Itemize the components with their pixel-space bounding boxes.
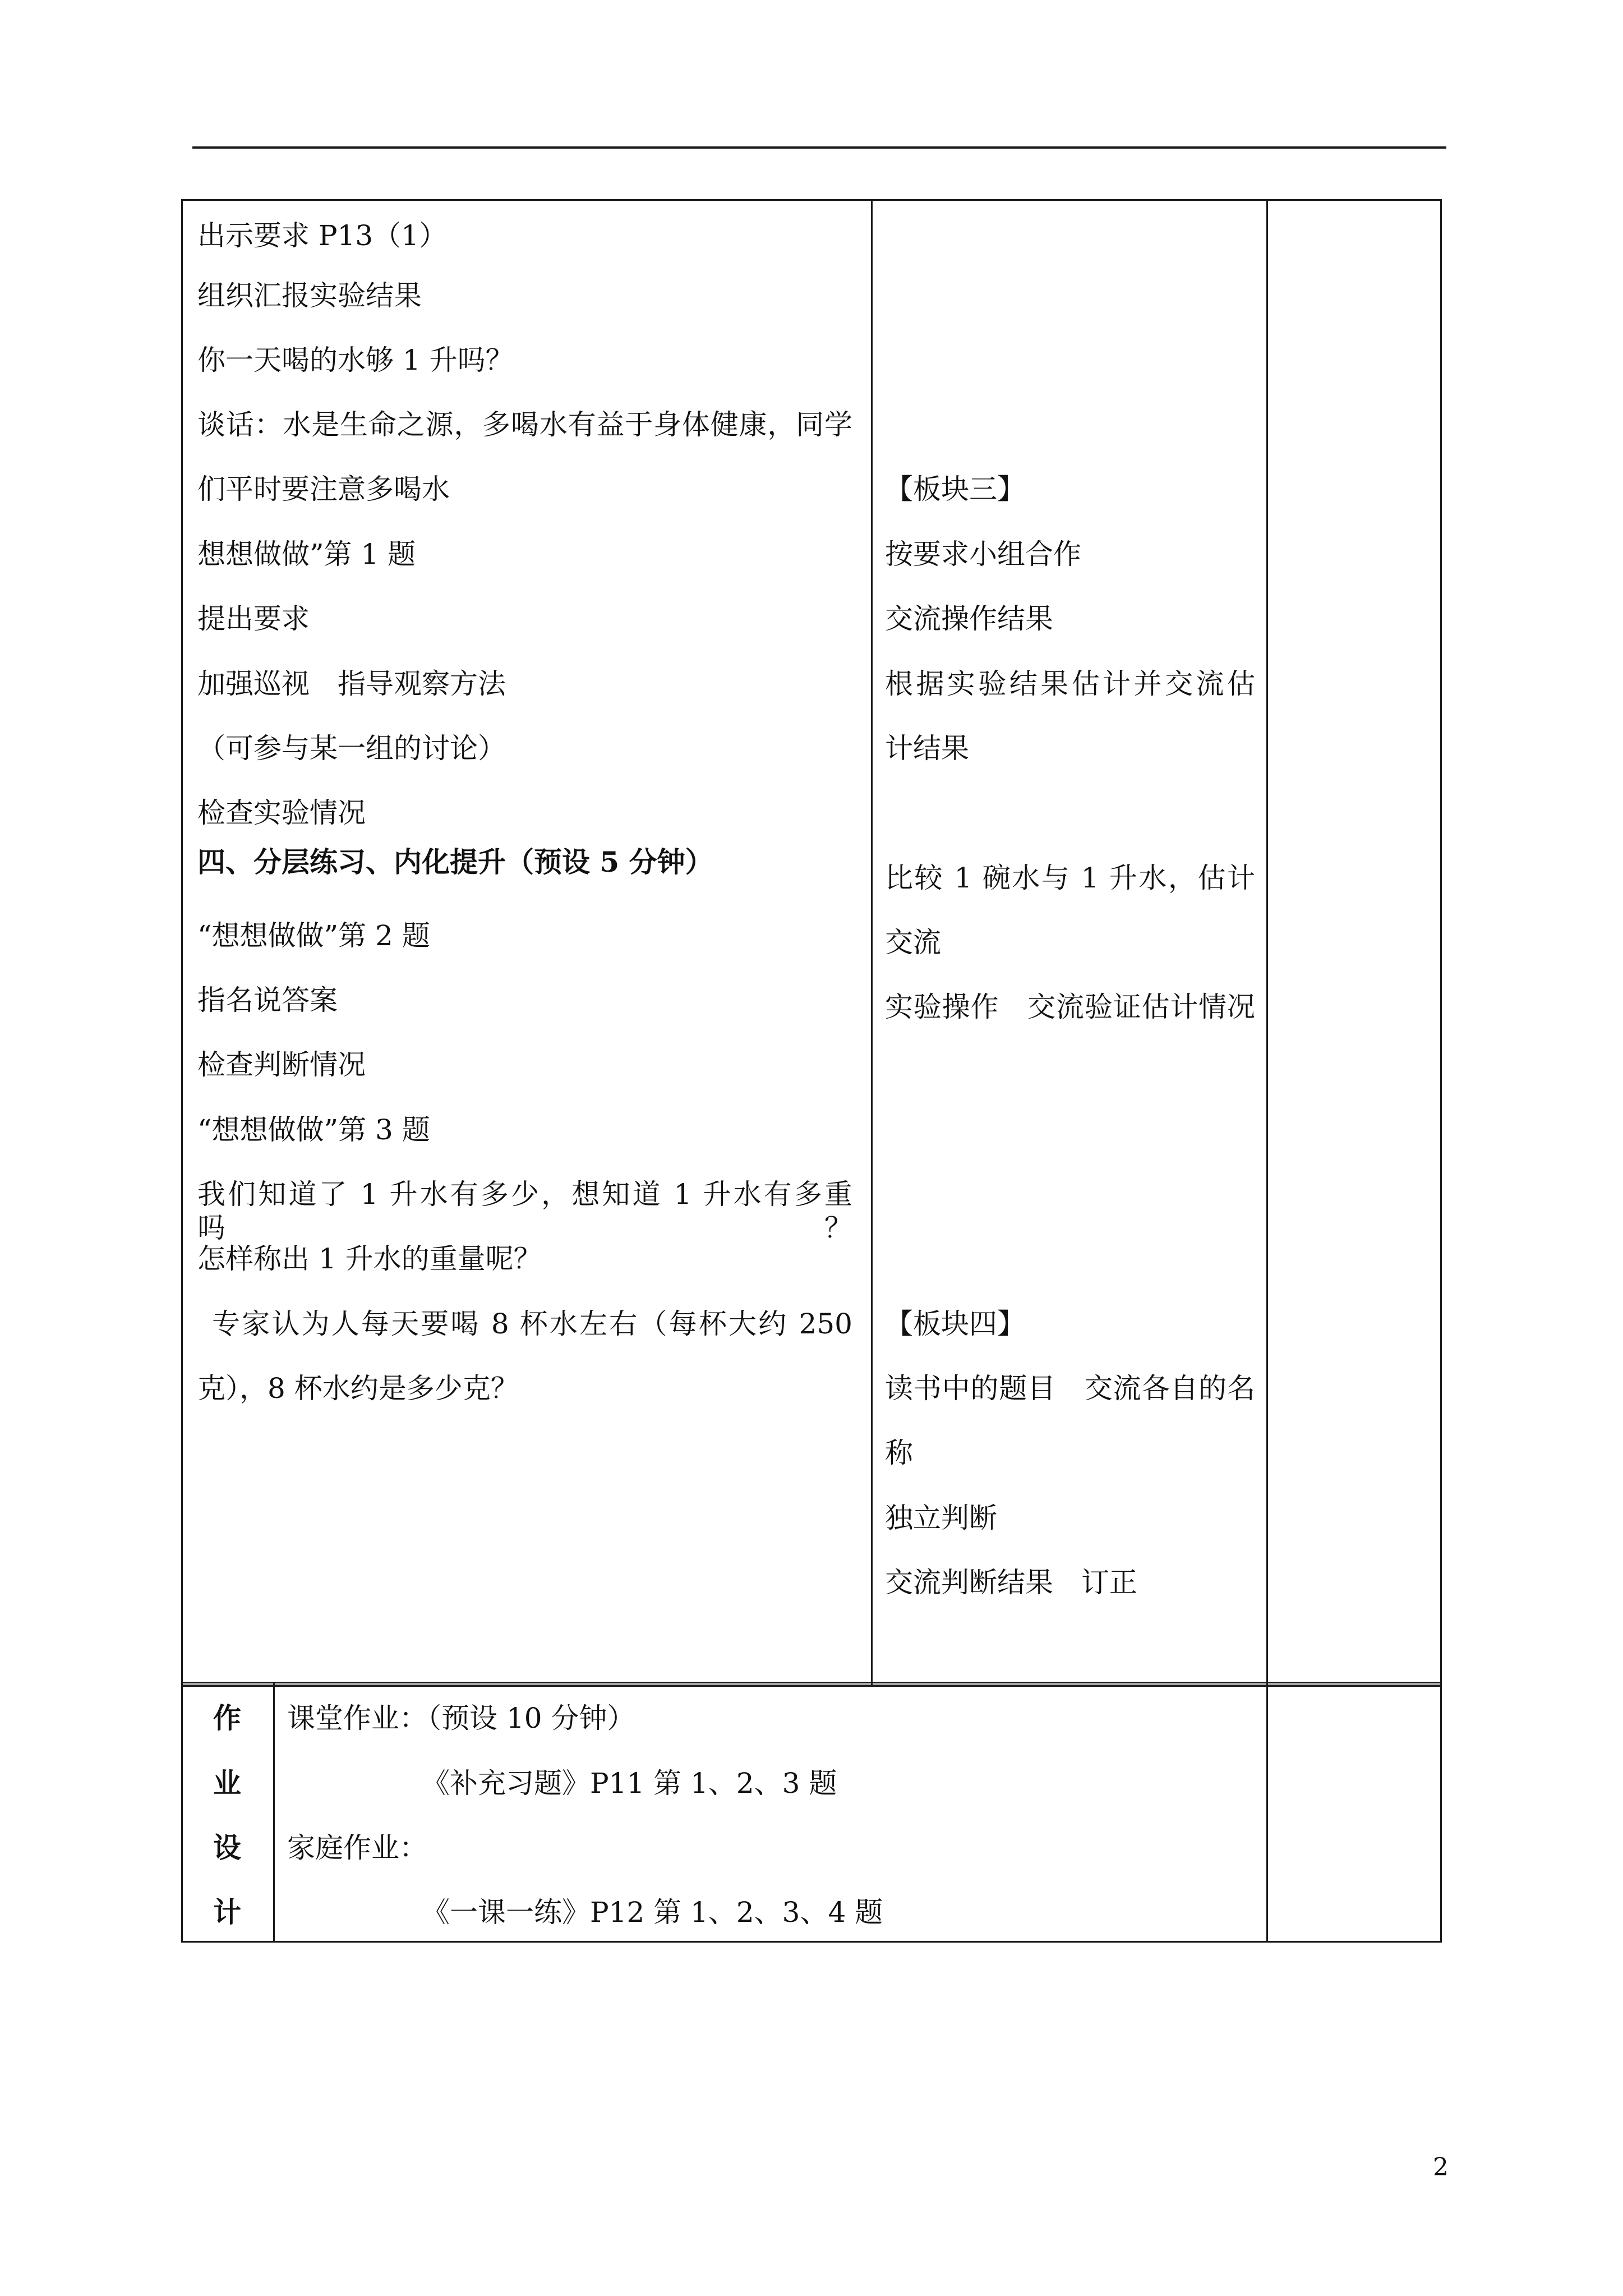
teacher-line: 克），8 杯水约是多少克？ — [197, 1372, 519, 1405]
homework-notes-divider — [1266, 1683, 1268, 1941]
teacher-line: 加强巡视 指导观察方法 — [197, 668, 506, 700]
section-label: 【板块三】 — [885, 473, 1025, 505]
student-line: 比较 1 碗水与 1 升水，估计 — [885, 862, 1255, 894]
homework-label-divider — [273, 1683, 275, 1941]
student-line: 计结果 — [885, 732, 969, 765]
homework-label-char: 计 — [213, 1895, 241, 1929]
teacher-line: 提出要求 — [197, 602, 310, 635]
section-heading: 四、分层练习、内化提升（预设 5 分钟） — [197, 845, 713, 878]
teacher-line: 们平时要注意多喝水 — [197, 473, 450, 505]
teacher-line: 检查判断情况 — [197, 1048, 366, 1081]
homework-label-char: 业 — [213, 1766, 241, 1800]
teacher-line: 想想做做”第 1 题 — [197, 538, 416, 570]
student-line: 独立判断 — [885, 1502, 997, 1534]
teacher-line: 出示要求 P13（1） — [197, 219, 447, 252]
teacher-line: “想想做做”第 3 题 — [197, 1114, 430, 1146]
homework-label-char: 设 — [213, 1831, 241, 1864]
student-line: 称 — [885, 1437, 913, 1469]
header-rule — [192, 146, 1446, 149]
student-line: 读书中的题目 交流各自的名 — [885, 1372, 1255, 1405]
teacher-line: 你一天喝的水够 1 升吗？ — [197, 344, 514, 376]
homework-line: 家庭作业： — [287, 1832, 427, 1864]
teacher-line: 我们知道了 1 升水有多少，想知道 1 升水有多重吗？ — [197, 1178, 852, 1244]
teacher-line: 组织汇报实验结果 — [197, 279, 422, 312]
column-divider-2 — [1266, 201, 1268, 1685]
student-line: 交流 — [885, 926, 941, 959]
teacher-line: 指名说答案 — [197, 984, 338, 1016]
teacher-line: 怎样称出 1 升水的重量呢？ — [197, 1243, 542, 1275]
student-line: 根据实验结果估计并交流估 — [885, 668, 1255, 700]
teacher-line: （可参与某一组的讨论） — [197, 732, 506, 765]
teacher-line: 检查实验情况 — [197, 797, 366, 829]
column-divider-1 — [871, 201, 873, 1685]
teacher-line: 谈话：水是生命之源，多喝水有益于身体健康，同学 — [197, 408, 852, 441]
section-label: 【板块四】 — [885, 1308, 1025, 1340]
student-line: 按要求小组合作 — [885, 538, 1081, 570]
student-line: 实验操作 交流验证估计情况 — [885, 991, 1255, 1023]
teacher-line: “想想做做”第 2 题 — [197, 919, 430, 952]
homework-line: 《补充习题》P11 第 1、2、3 题 — [422, 1767, 837, 1800]
student-line: 交流判断结果 订正 — [885, 1566, 1137, 1599]
student-line: 交流操作结果 — [885, 602, 1053, 635]
teacher-line: 专家认为人每天要喝 8 杯水左右（每杯大约 250 — [212, 1308, 852, 1340]
homework-label-char: 作 — [213, 1701, 241, 1734]
page-number: 2 — [1433, 2153, 1449, 2182]
homework-line: 《一课一练》P12 第 1、2、3、4 题 — [422, 1896, 883, 1929]
homework-line: 课堂作业：（预设 10 分钟） — [287, 1702, 635, 1734]
